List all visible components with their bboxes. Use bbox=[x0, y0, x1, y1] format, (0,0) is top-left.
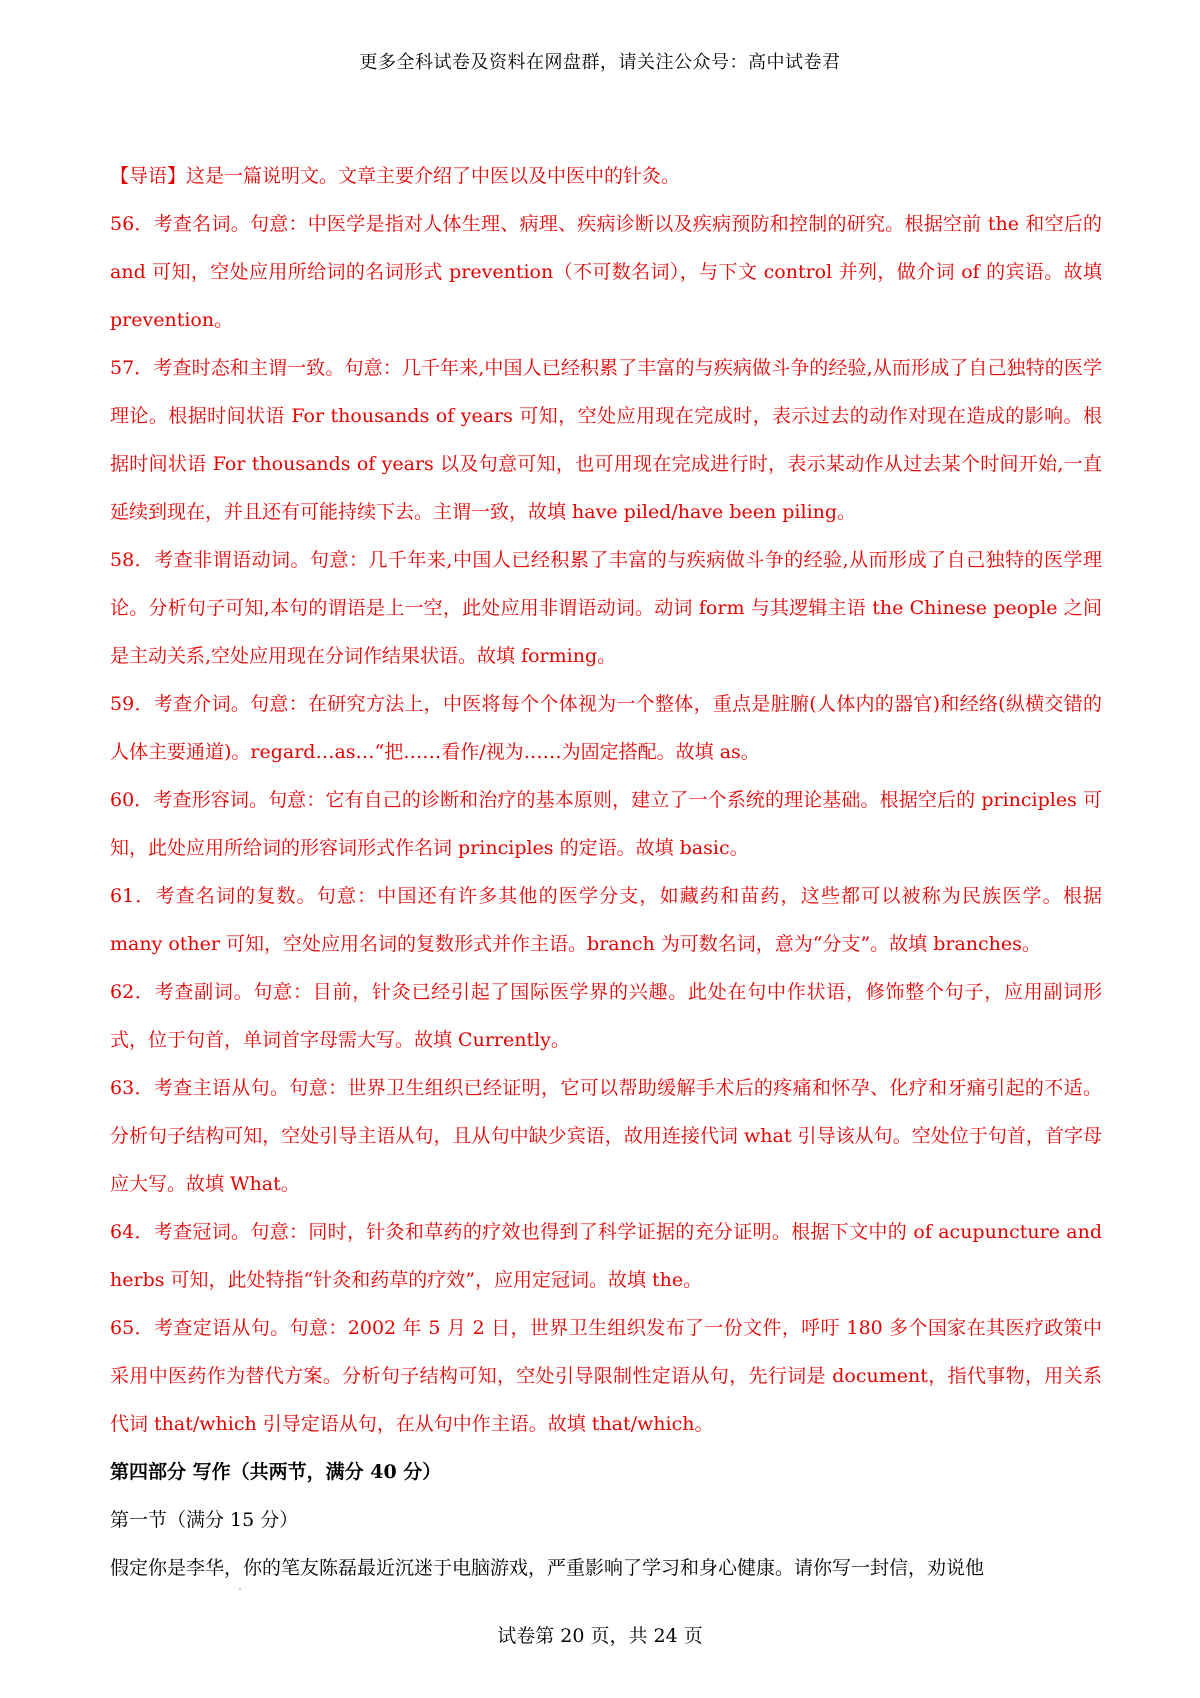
page-header: 更多全科试卷及资料在网盘群，请关注公众号：高中试卷君 bbox=[359, 52, 841, 73]
stray-mark bbox=[239, 1588, 241, 1590]
answer-63: 63．考查主语从句。句意：世界卫生组织已经证明，它可以帮助缓解手术后的疼痛和怀孕、化疗和牙痛引起的不适。分析句子结构可知，空处引导主语从句，且从句中缺少宾语，故用连接代词 what 引导该从句。空处位于句首，首字母应大写。故填 What。 bbox=[110, 1077, 1102, 1195]
answer-59: 59．考查介词。句意：在研究方法上，中医将每个个体视为一个整体，重点是脏腑(人体内的器官)和经络(纵横交错的人体主要通道)。regard…as…“把……看作/视为……为固定搭配。故填 as。 bbox=[110, 693, 1102, 763]
subsection-heading: 第一节（满分 15 分） bbox=[110, 1509, 299, 1531]
writing-prompt: 假定你是李华，你的笔友陈磊最近沉迷于电脑游戏，严重影响了学习和身心健康。请你写一封信，劝说他 bbox=[110, 1557, 985, 1579]
answer-65: 65．考查定语从句。句意：2002 年 5 月 2 日，世界卫生组织发布了一份文件，呼吁 180 多个国家在其医疗政策中采用中医药作为替代方案。分析句子结构可知，空处引导限制性定语从句，先行词是 document，指代事物，用关系代词 that/which 引导定语从句，在从句中作主语。故填 that/which。 bbox=[110, 1317, 1102, 1435]
answer-61: 61．考查名词的复数。句意：中国还有许多其他的医学分支，如藏药和苗药，这些都可以被称为民族医学。根据 many other 可知，空处应用名词的复数形式并作主语。branch 为可数名词，意为“分支”。故填 branches。 bbox=[110, 885, 1102, 955]
answer-62: 62．考查副词。句意：目前，针灸已经引起了国际医学界的兴趣。此处在句中作状语，修饰整个句子，应用副词形式，位于句首，单词首字母需大写。故填 Currently。 bbox=[110, 981, 1102, 1051]
answer-60: 60．考查形容词。句意：它有自己的诊断和治疗的基本原则，建立了一个系统的理论基础。根据空后的 principles 可知，此处应用所给词的形容词形式作名词 principles 的定语。故填 basic。 bbox=[110, 789, 1102, 859]
intro-paragraph: 【导语】这是一篇说明文。文章主要介绍了中医以及中医中的针灸。 bbox=[110, 165, 681, 187]
answer-58: 58．考查非谓语动词。句意：几千年来,中国人已经积累了丰富的与疾病做斗争的经验,从而形成了自己独特的医学理论。分析句子可知,本句的谓语是上一空，此处应用非谓语动词。动词 form 与其逻辑主语 the Chinese people 之间是主动关系,空处应用现在分词作结果状语。故填 forming。 bbox=[110, 549, 1102, 667]
answer-56: 56．考查名词。句意：中医学是指对人体生理、病理、疾病诊断以及疾病预防和控制的研究。根据空前 the 和空后的 and 可知，空处应用所给词的名词形式 prevention（不可数名词），与下文 control 并列，做介词 of 的宾语。故填 prevention。 bbox=[110, 213, 1103, 331]
section-heading: 第四部分 写作（共两节，满分 40 分） bbox=[110, 1461, 442, 1483]
answer-57: 57．考查时态和主谓一致。句意：几千年来,中国人已经积累了丰富的与疾病做斗争的经验,从而形成了自己独特的医学理论。根据时间状语 For thousands of years 可知，空处应用现在完成时，表示过去的动作对现在造成的影响。根据时间状语 For thousands of years 以及句意可知，也可用现在完成进行时，表示某动作从过去某个时间开始,一直延续到现在，并且还有可能持续下去。主谓一致，故填 have piled/have been piling。 bbox=[110, 357, 1102, 523]
document-body bbox=[110, 152, 1102, 1592]
answer-64: 64．考查冠词。句意：同时，针灸和草药的疗效也得到了科学证据的充分证明。根据下文中的 of acupuncture and herbs 可知，此处特指“针灸和药草的疗效”，应用定冠词。故填 the。 bbox=[110, 1221, 1102, 1291]
page-footer: 试卷第 20 页，共 24 页 bbox=[497, 1625, 703, 1647]
